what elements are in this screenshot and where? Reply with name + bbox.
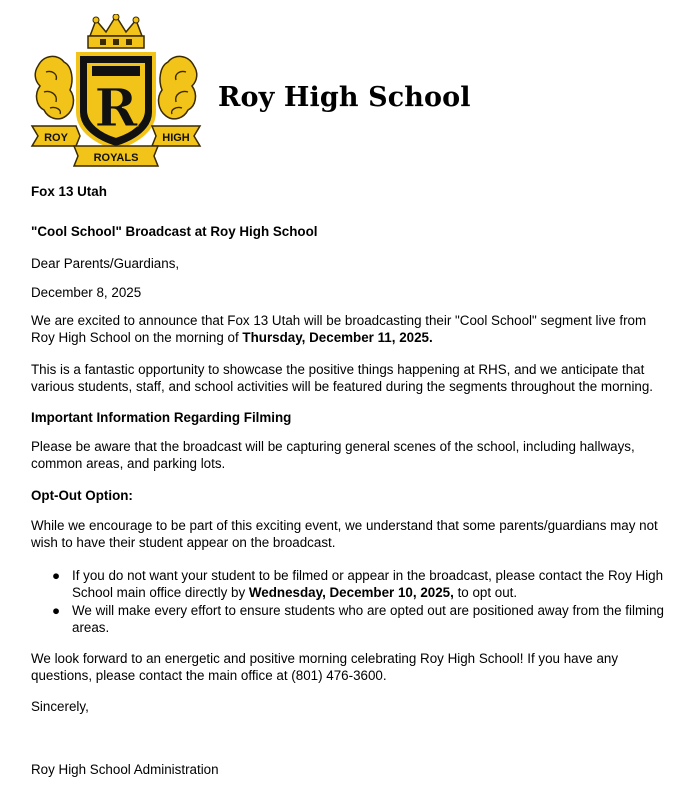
bullet-text-end: to opt out. [453, 585, 518, 600]
svg-text:ROYALS: ROYALS [93, 152, 139, 164]
svg-text:ROY: ROY [44, 132, 68, 144]
opt-out-deadline: Wednesday, December 10, 2025, [248, 585, 454, 600]
broadcast-date: Thursday, December 11, 2025. [242, 330, 433, 345]
announcement-paragraph [31, 312, 671, 346]
letterhead [30, 14, 680, 170]
svg-text:HIGH: HIGH [162, 132, 190, 144]
closing-paragraph: We look forward to an energetic and positive morning celebrating Roy High School! If you have any questions, please contact the main office at (801) 476-3600. [31, 651, 619, 683]
bullet-text: We will make every effort to ensure students who are opted out are positioned away from the filming areas. [72, 603, 664, 635]
announcement-text: We are excited to announce that Fox 13 Utah will be broadcasting their "Cool School" segment live from Roy High School on the morning of [31, 313, 647, 345]
bullet-text: If you do not want your student to be filmed or appear in the broadcast, please contact the Roy High School main office directly by [72, 568, 664, 600]
list-item [31, 567, 671, 601]
filming-info-heading: Important Information Regarding Filming [31, 410, 292, 425]
filming-info-paragraph: Please be aware that the broadcast will be capturing general scenes of the school, including hallways, common areas, and parking lots. [31, 439, 635, 471]
opportunity-paragraph: This is a fantastic opportunity to showcase the positive things happening at RHS, and we anticipate that various students, staff, and school activities will be featured during the segments throughout the morning. [31, 362, 654, 394]
roy-royals-crest-logo [30, 14, 202, 168]
letter-date: December 8, 2025 [31, 285, 142, 300]
subject-heading: "Cool School" Broadcast at Roy High School [31, 224, 318, 239]
bullet-icon: ● [52, 568, 61, 583]
source-line: Fox 13 Utah [31, 184, 107, 199]
opt-out-list [31, 567, 671, 637]
left-lion-icon [35, 56, 73, 118]
bullet-icon: ● [52, 603, 61, 618]
signature: Roy High School Administration [31, 762, 219, 777]
crown-icon [88, 14, 144, 48]
closing-salutation: Sincerely, [31, 699, 89, 714]
list-item [31, 602, 671, 636]
salutation: Dear Parents/Guardians, [31, 256, 180, 271]
svg-text:R: R [94, 78, 138, 139]
opt-out-heading: Opt-Out Option: [31, 488, 133, 503]
shield-icon [78, 54, 154, 148]
right-lion-icon [159, 56, 197, 118]
school-name-heading: Roy High School [218, 82, 471, 113]
opt-out-paragraph: While we encourage to be part of this exciting event, we understand that some parents/guardians may not wish to have their student appear on the broadcast. [31, 518, 658, 550]
